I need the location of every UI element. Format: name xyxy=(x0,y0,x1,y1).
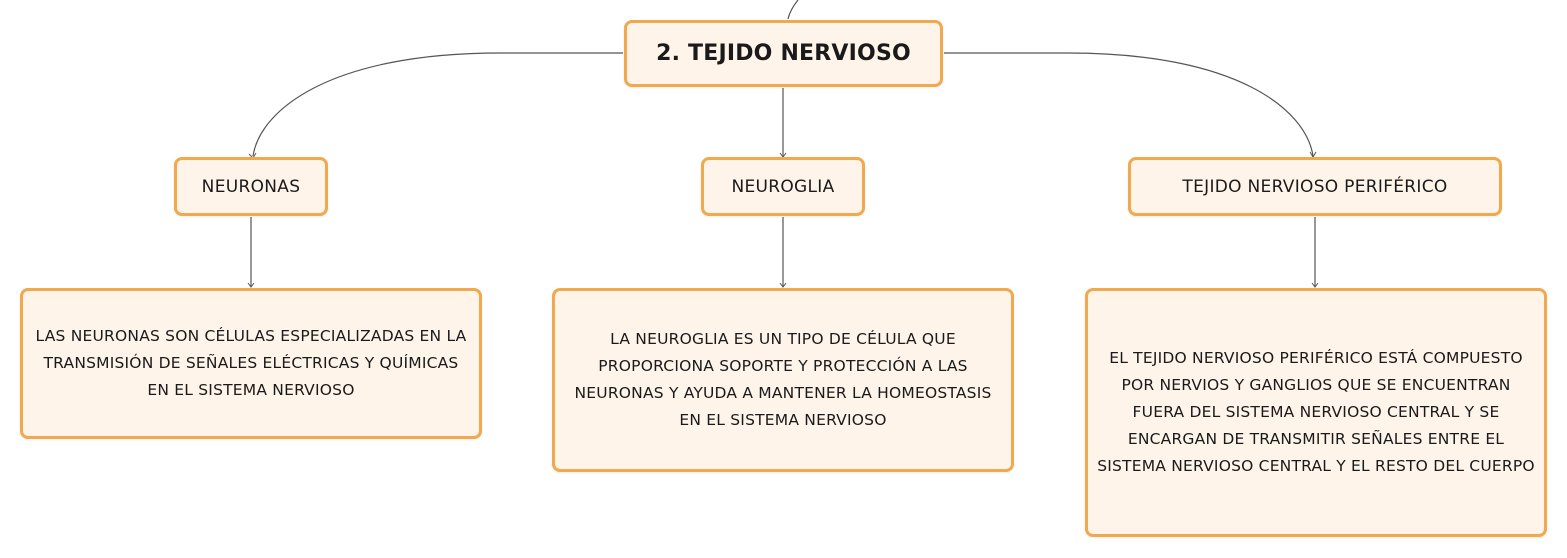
root-node-label: 2. TEJIDO NERVIOSO xyxy=(656,41,911,66)
root-node[interactable] xyxy=(624,20,943,87)
description-text: LAS NEURONAS SON CÉLULAS ESPECIALIZADAS EN LA TRANSMISIÓN DE SEÑALES ELÉCTRICAS Y QUÍMICAS EN EL SISTEMA NERVIOSO xyxy=(35,327,467,399)
description-node-tejido-periferico[interactable] xyxy=(1085,288,1547,537)
connector-from-parent xyxy=(788,0,798,19)
topic-node-neuroglia[interactable] xyxy=(701,157,865,216)
description-node-neuroglia[interactable] xyxy=(552,288,1014,472)
description-text: LA NEUROGLIA ES UN TIPO DE CÉLULA QUE PROPORCIONA SOPORTE Y PROTECCIÓN A LAS NEURONAS Y AYUDA A MANTENER LA HOMEOSTASIS EN EL SISTEMA NERVIOSO xyxy=(574,330,992,429)
topic-node-neuronas[interactable] xyxy=(174,157,328,216)
connector-root-to-neuronas xyxy=(253,53,623,156)
topic-node-tejido-periferico[interactable] xyxy=(1128,157,1502,216)
connector-root-to-periferico xyxy=(944,53,1313,156)
topic-node-label: TEJIDO NERVIOSO PERIFÉRICO xyxy=(1182,176,1448,197)
topic-node-label: NEURONAS xyxy=(201,176,301,197)
topic-node-label: NEUROGLIA xyxy=(731,176,835,197)
description-node-neuronas[interactable] xyxy=(20,288,482,439)
description-text: EL TEJIDO NERVIOSO PERIFÉRICO ESTÁ COMPUESTO POR NERVIOS Y GANGLIOS QUE SE ENCUENTRAN FUERA DEL SISTEMA NERVIOSO CENTRAL Y SE ENCARGAN DE TRANSMITIR SEÑALES ENTRE EL SISTEMA NERVIOSO CENTRAL Y EL RESTO DEL CUERPO xyxy=(1097,349,1535,475)
